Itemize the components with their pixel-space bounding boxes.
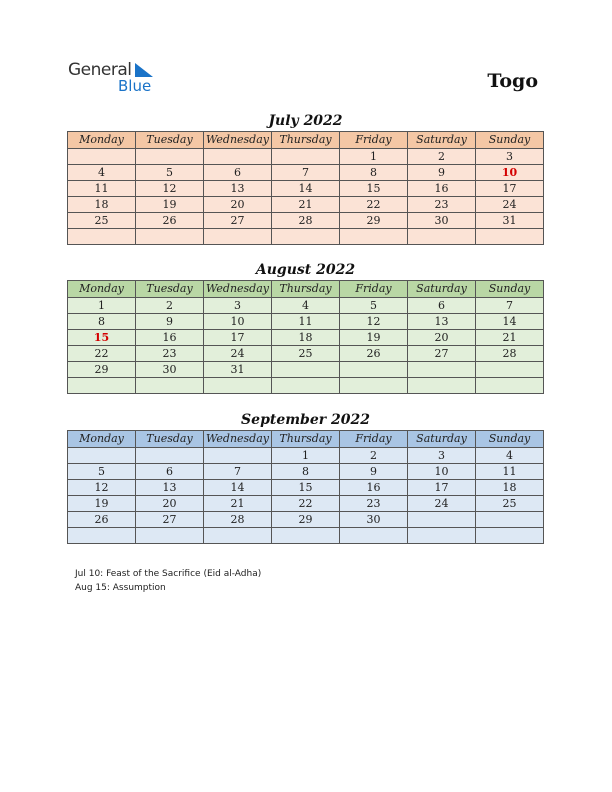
month-title: September 2022 — [241, 412, 370, 428]
week-row — [68, 330, 544, 346]
weekday-header: Friday — [340, 281, 408, 298]
empty-day-cell — [68, 528, 136, 544]
day-cell: 5 — [340, 298, 408, 314]
weekday-header: Tuesday — [136, 132, 204, 149]
day-cell: 1 — [340, 149, 408, 165]
weekday-header: Monday — [68, 281, 136, 298]
holiday-note: Aug 15: Assumption — [75, 583, 166, 593]
day-cell: 25 — [476, 496, 544, 512]
day-cell: 4 — [272, 298, 340, 314]
empty-day-cell — [136, 528, 204, 544]
day-cell: 25 — [272, 346, 340, 362]
day-cell: 21 — [476, 330, 544, 346]
day-cell: 1 — [68, 298, 136, 314]
day-cell: 9 — [408, 165, 476, 181]
month-grid — [67, 430, 544, 544]
holiday-note: Jul 10: Feast of the Sacrifice (Eid al-Adha) — [75, 569, 262, 579]
weekday-header: Friday — [340, 431, 408, 448]
day-cell: 13 — [408, 314, 476, 330]
empty-day-cell — [340, 362, 408, 378]
day-cell: 6 — [204, 165, 272, 181]
day-cell: 28 — [204, 512, 272, 528]
day-cell: 11 — [272, 314, 340, 330]
day-cell: 7 — [476, 298, 544, 314]
weekday-header: Saturday — [408, 431, 476, 448]
month-grid — [67, 280, 544, 394]
day-cell: 20 — [408, 330, 476, 346]
weekday-header: Tuesday — [136, 281, 204, 298]
month-title: July 2022 — [268, 113, 343, 129]
day-cell: 3 — [476, 149, 544, 165]
week-row — [68, 362, 544, 378]
day-cell: 14 — [204, 480, 272, 496]
weekday-header: Sunday — [476, 431, 544, 448]
empty-day-cell — [476, 378, 544, 394]
weekday-header: Wednesday — [204, 132, 272, 149]
day-cell: 30 — [340, 512, 408, 528]
day-cell: 2 — [408, 149, 476, 165]
week-row — [68, 314, 544, 330]
logo-triangle-icon — [135, 63, 153, 77]
day-cell: 18 — [68, 197, 136, 213]
week-row — [68, 213, 544, 229]
day-cell: 16 — [136, 330, 204, 346]
day-cell: 24 — [408, 496, 476, 512]
day-cell: 15 — [340, 181, 408, 197]
week-row — [68, 346, 544, 362]
day-cell: 23 — [136, 346, 204, 362]
day-cell: 2 — [136, 298, 204, 314]
empty-day-cell — [204, 448, 272, 464]
day-cell: 21 — [204, 496, 272, 512]
day-cell: 17 — [204, 330, 272, 346]
day-cell: 23 — [340, 496, 408, 512]
empty-day-cell — [408, 512, 476, 528]
empty-day-cell — [204, 149, 272, 165]
weekday-header: Saturday — [408, 281, 476, 298]
day-cell: 8 — [340, 165, 408, 181]
day-cell: 29 — [272, 512, 340, 528]
weekday-header: Sunday — [476, 281, 544, 298]
weekday-header: Friday — [340, 132, 408, 149]
day-cell: 3 — [204, 298, 272, 314]
day-cell: 2 — [340, 448, 408, 464]
week-row — [68, 496, 544, 512]
week-row — [68, 378, 544, 394]
holiday-notes — [75, 567, 261, 595]
day-cell: 10 — [408, 464, 476, 480]
empty-day-cell — [476, 528, 544, 544]
day-cell: 26 — [136, 213, 204, 229]
logo — [68, 60, 168, 98]
week-row — [68, 149, 544, 165]
empty-day-cell — [204, 378, 272, 394]
day-cell: 5 — [68, 464, 136, 480]
day-cell: 22 — [68, 346, 136, 362]
weekday-header: Thursday — [272, 431, 340, 448]
weekday-header: Thursday — [272, 281, 340, 298]
empty-day-cell — [408, 378, 476, 394]
day-cell: 10 — [204, 314, 272, 330]
day-cell: 30 — [136, 362, 204, 378]
day-cell: 18 — [272, 330, 340, 346]
empty-day-cell — [136, 378, 204, 394]
week-row — [68, 298, 544, 314]
day-cell: 27 — [136, 512, 204, 528]
month-title: August 2022 — [255, 262, 356, 278]
day-cell: 26 — [340, 346, 408, 362]
week-row — [68, 480, 544, 496]
day-cell: 19 — [340, 330, 408, 346]
weekday-header: Monday — [68, 431, 136, 448]
empty-day-cell — [476, 229, 544, 245]
empty-day-cell — [476, 362, 544, 378]
day-cell: 17 — [408, 480, 476, 496]
day-cell: 11 — [476, 464, 544, 480]
logo-general-text: General — [68, 60, 132, 80]
day-cell: 12 — [136, 181, 204, 197]
empty-day-cell — [408, 229, 476, 245]
empty-day-cell — [408, 528, 476, 544]
weekday-header-row — [68, 431, 544, 448]
day-cell: 11 — [68, 181, 136, 197]
week-row — [68, 448, 544, 464]
day-cell: 21 — [272, 197, 340, 213]
empty-day-cell — [68, 149, 136, 165]
calendar-september — [67, 410, 544, 544]
week-row — [68, 181, 544, 197]
empty-day-cell — [136, 149, 204, 165]
day-cell: 3 — [408, 448, 476, 464]
week-row — [68, 464, 544, 480]
empty-day-cell — [136, 229, 204, 245]
day-cell: 18 — [476, 480, 544, 496]
day-cell: 15 — [68, 330, 136, 346]
weekday-header: Monday — [68, 132, 136, 149]
day-cell: 6 — [136, 464, 204, 480]
day-cell: 7 — [204, 464, 272, 480]
day-cell: 27 — [204, 213, 272, 229]
day-cell: 7 — [272, 165, 340, 181]
empty-day-cell — [136, 448, 204, 464]
day-cell: 14 — [272, 181, 340, 197]
day-cell: 19 — [136, 197, 204, 213]
weekday-header-row — [68, 132, 544, 149]
country-title: Togo — [487, 70, 538, 92]
day-cell: 12 — [68, 480, 136, 496]
empty-day-cell — [408, 362, 476, 378]
day-cell: 22 — [340, 197, 408, 213]
day-cell: 14 — [476, 314, 544, 330]
day-cell: 27 — [408, 346, 476, 362]
weekday-header-row — [68, 281, 544, 298]
day-cell: 15 — [272, 480, 340, 496]
day-cell: 31 — [204, 362, 272, 378]
week-row — [68, 528, 544, 544]
day-cell: 1 — [272, 448, 340, 464]
day-cell: 28 — [476, 346, 544, 362]
empty-day-cell — [204, 229, 272, 245]
day-cell: 25 — [68, 213, 136, 229]
day-cell: 16 — [408, 181, 476, 197]
day-cell: 5 — [136, 165, 204, 181]
day-cell: 8 — [68, 314, 136, 330]
day-cell: 16 — [340, 480, 408, 496]
empty-day-cell — [272, 149, 340, 165]
day-cell: 23 — [408, 197, 476, 213]
day-cell: 17 — [476, 181, 544, 197]
empty-day-cell — [476, 512, 544, 528]
day-cell: 19 — [68, 496, 136, 512]
day-cell: 10 — [476, 165, 544, 181]
day-cell: 12 — [340, 314, 408, 330]
week-row — [68, 165, 544, 181]
day-cell: 29 — [68, 362, 136, 378]
day-cell: 31 — [476, 213, 544, 229]
day-cell: 28 — [272, 213, 340, 229]
day-cell: 13 — [204, 181, 272, 197]
weekday-header: Wednesday — [204, 281, 272, 298]
empty-day-cell — [272, 229, 340, 245]
calendar-july — [67, 111, 544, 245]
empty-day-cell — [340, 229, 408, 245]
day-cell: 30 — [408, 213, 476, 229]
day-cell: 9 — [340, 464, 408, 480]
empty-day-cell — [68, 378, 136, 394]
weekday-header: Wednesday — [204, 431, 272, 448]
empty-day-cell — [340, 378, 408, 394]
day-cell: 13 — [136, 480, 204, 496]
weekday-header: Tuesday — [136, 431, 204, 448]
day-cell: 4 — [476, 448, 544, 464]
empty-day-cell — [68, 448, 136, 464]
calendar-august — [67, 260, 544, 394]
weekday-header: Thursday — [272, 132, 340, 149]
week-row — [68, 512, 544, 528]
day-cell: 20 — [136, 496, 204, 512]
day-cell: 29 — [340, 213, 408, 229]
day-cell: 22 — [272, 496, 340, 512]
day-cell: 4 — [68, 165, 136, 181]
day-cell: 20 — [204, 197, 272, 213]
day-cell: 9 — [136, 314, 204, 330]
empty-day-cell — [68, 229, 136, 245]
weekday-header: Saturday — [408, 132, 476, 149]
empty-day-cell — [272, 378, 340, 394]
day-cell: 26 — [68, 512, 136, 528]
week-row — [68, 197, 544, 213]
day-cell: 24 — [476, 197, 544, 213]
day-cell: 24 — [204, 346, 272, 362]
empty-day-cell — [272, 528, 340, 544]
day-cell: 8 — [272, 464, 340, 480]
empty-day-cell — [272, 362, 340, 378]
weekday-header: Sunday — [476, 132, 544, 149]
logo-blue-text: Blue — [118, 77, 152, 95]
empty-day-cell — [340, 528, 408, 544]
week-row — [68, 229, 544, 245]
empty-day-cell — [204, 528, 272, 544]
day-cell: 6 — [408, 298, 476, 314]
month-grid — [67, 131, 544, 245]
